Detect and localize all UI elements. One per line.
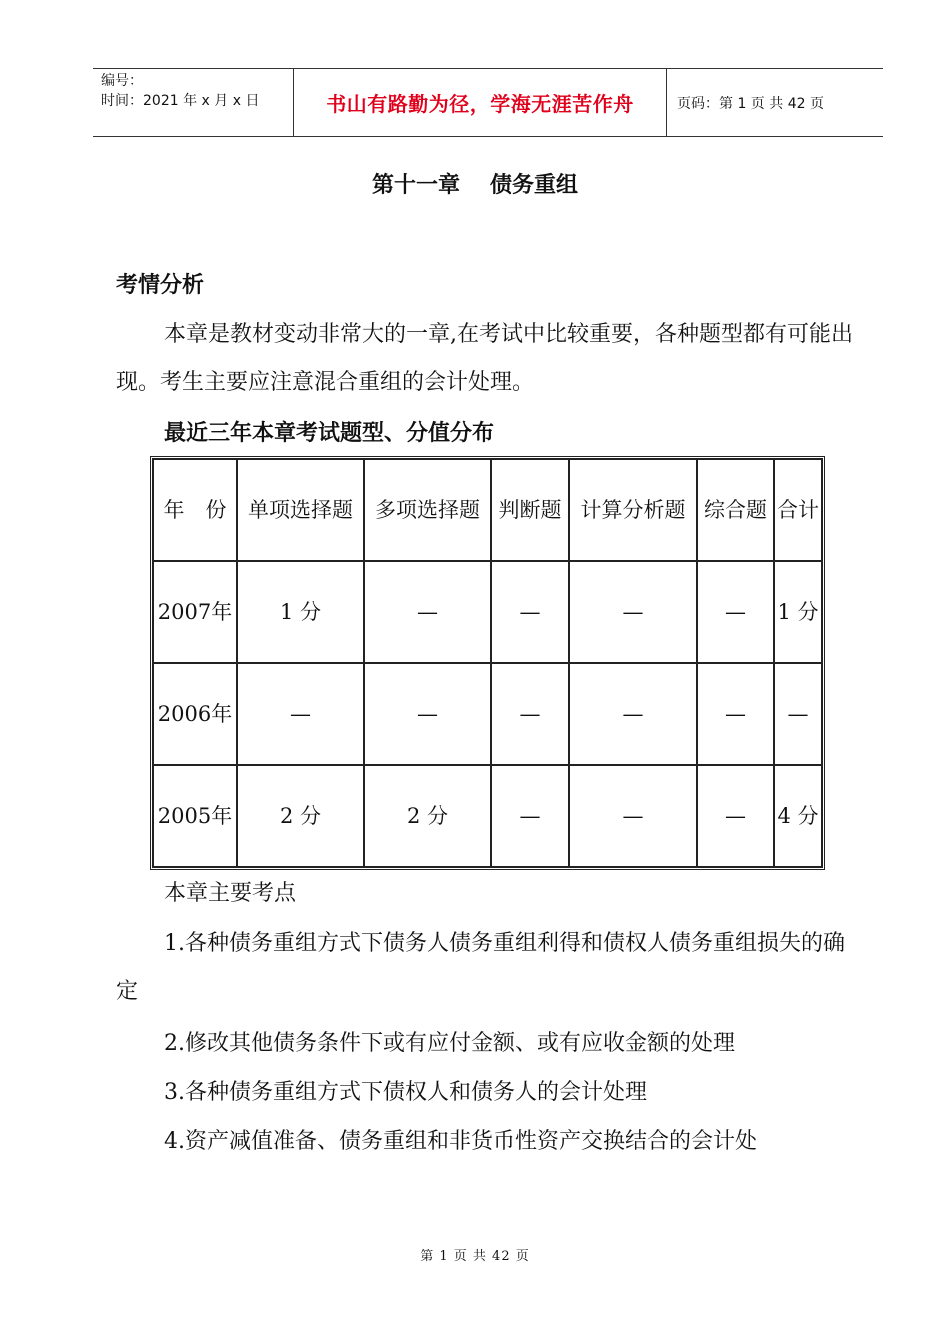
header-meta — [101, 71, 291, 111]
table-cell: — — [569, 663, 697, 765]
table-cell: 4 分 — [774, 765, 822, 867]
table-cell: — — [697, 663, 774, 765]
table-cell: — — [491, 561, 569, 663]
score-distribution-table — [150, 456, 825, 870]
key-points-title — [116, 870, 856, 918]
table-cell: — — [569, 561, 697, 663]
table-caption: 最近三年本章考试题型、分值分布 — [164, 421, 495, 446]
year-cell: 2006年 — [153, 663, 237, 765]
serial-label: 编号： — [101, 73, 143, 89]
header-page-info: 页码：第 1 页 共 42 页 — [677, 95, 824, 112]
key-point-item — [116, 920, 856, 1016]
header-multiple-choice: 多项选择题 — [364, 459, 491, 561]
table-row — [153, 561, 822, 663]
year-cell: 2007年 — [153, 561, 237, 663]
key-point-item — [116, 1118, 856, 1166]
header-total: 合计 — [774, 459, 822, 561]
table-header-row — [153, 459, 822, 561]
time-label: 时间：2021 年 x 月 x 日 — [101, 93, 260, 109]
table-cell: — — [697, 561, 774, 663]
header-true-false: 判断题 — [491, 459, 569, 561]
key-point-text: 1.各种债务重组方式下债务人债务重组利得和债权人债务重组损失的确定 — [116, 931, 845, 1004]
table-cell: — — [569, 765, 697, 867]
table-cell: 1 分 — [774, 561, 822, 663]
header-divider — [666, 69, 667, 136]
key-point-item — [116, 1020, 856, 1068]
table-cell: — — [491, 765, 569, 867]
table-cell: — — [774, 663, 822, 765]
header-year: 年 份 — [153, 459, 237, 561]
page-footer: 第 1 页 共 42 页 — [420, 1249, 530, 1264]
page-header — [93, 68, 883, 137]
table-row — [153, 765, 822, 867]
header-single-choice: 单项选择题 — [237, 459, 364, 561]
key-point-text: 3.各种债务重组方式下债权人和债务人的会计处理 — [164, 1080, 647, 1105]
chapter-name: 债务重组 — [490, 173, 579, 198]
key-point-text: 4.资产减值准备、债务重组和非货币性资产交换结合的会计处 — [164, 1129, 757, 1154]
header-calculation: 计算分析题 — [569, 459, 697, 561]
table-cell: — — [491, 663, 569, 765]
key-point-text: 2.修改其他债务条件下或有应付金额、或有应收金额的处理 — [164, 1031, 735, 1056]
section-heading: 考情分析 — [116, 273, 205, 298]
chapter-title — [0, 168, 950, 199]
table-cell: — — [697, 765, 774, 867]
table-cell: — — [364, 663, 491, 765]
table-cell: 2 分 — [364, 765, 491, 867]
intro-text: 本章是教材变动非常大的一章,在考试中比较重要，各种题型都有可能出现。考生主要应注意混合重组的会计处理。 — [116, 322, 853, 395]
table-cell: 2 分 — [237, 765, 364, 867]
table-cell: — — [237, 663, 364, 765]
chapter-number: 第十一章 — [371, 173, 460, 198]
year-cell: 2005年 — [153, 765, 237, 867]
table-cell: 1 分 — [237, 561, 364, 663]
key-points-title-text: 本章主要考点 — [164, 881, 297, 906]
table-row — [153, 663, 822, 765]
table-cell: — — [364, 561, 491, 663]
header-motto: 书山有路勤为径，学海无涯苦作舟 — [326, 92, 634, 116]
intro-paragraph — [116, 311, 856, 407]
key-point-item — [116, 1069, 856, 1117]
header-comprehensive: 综合题 — [697, 459, 774, 561]
